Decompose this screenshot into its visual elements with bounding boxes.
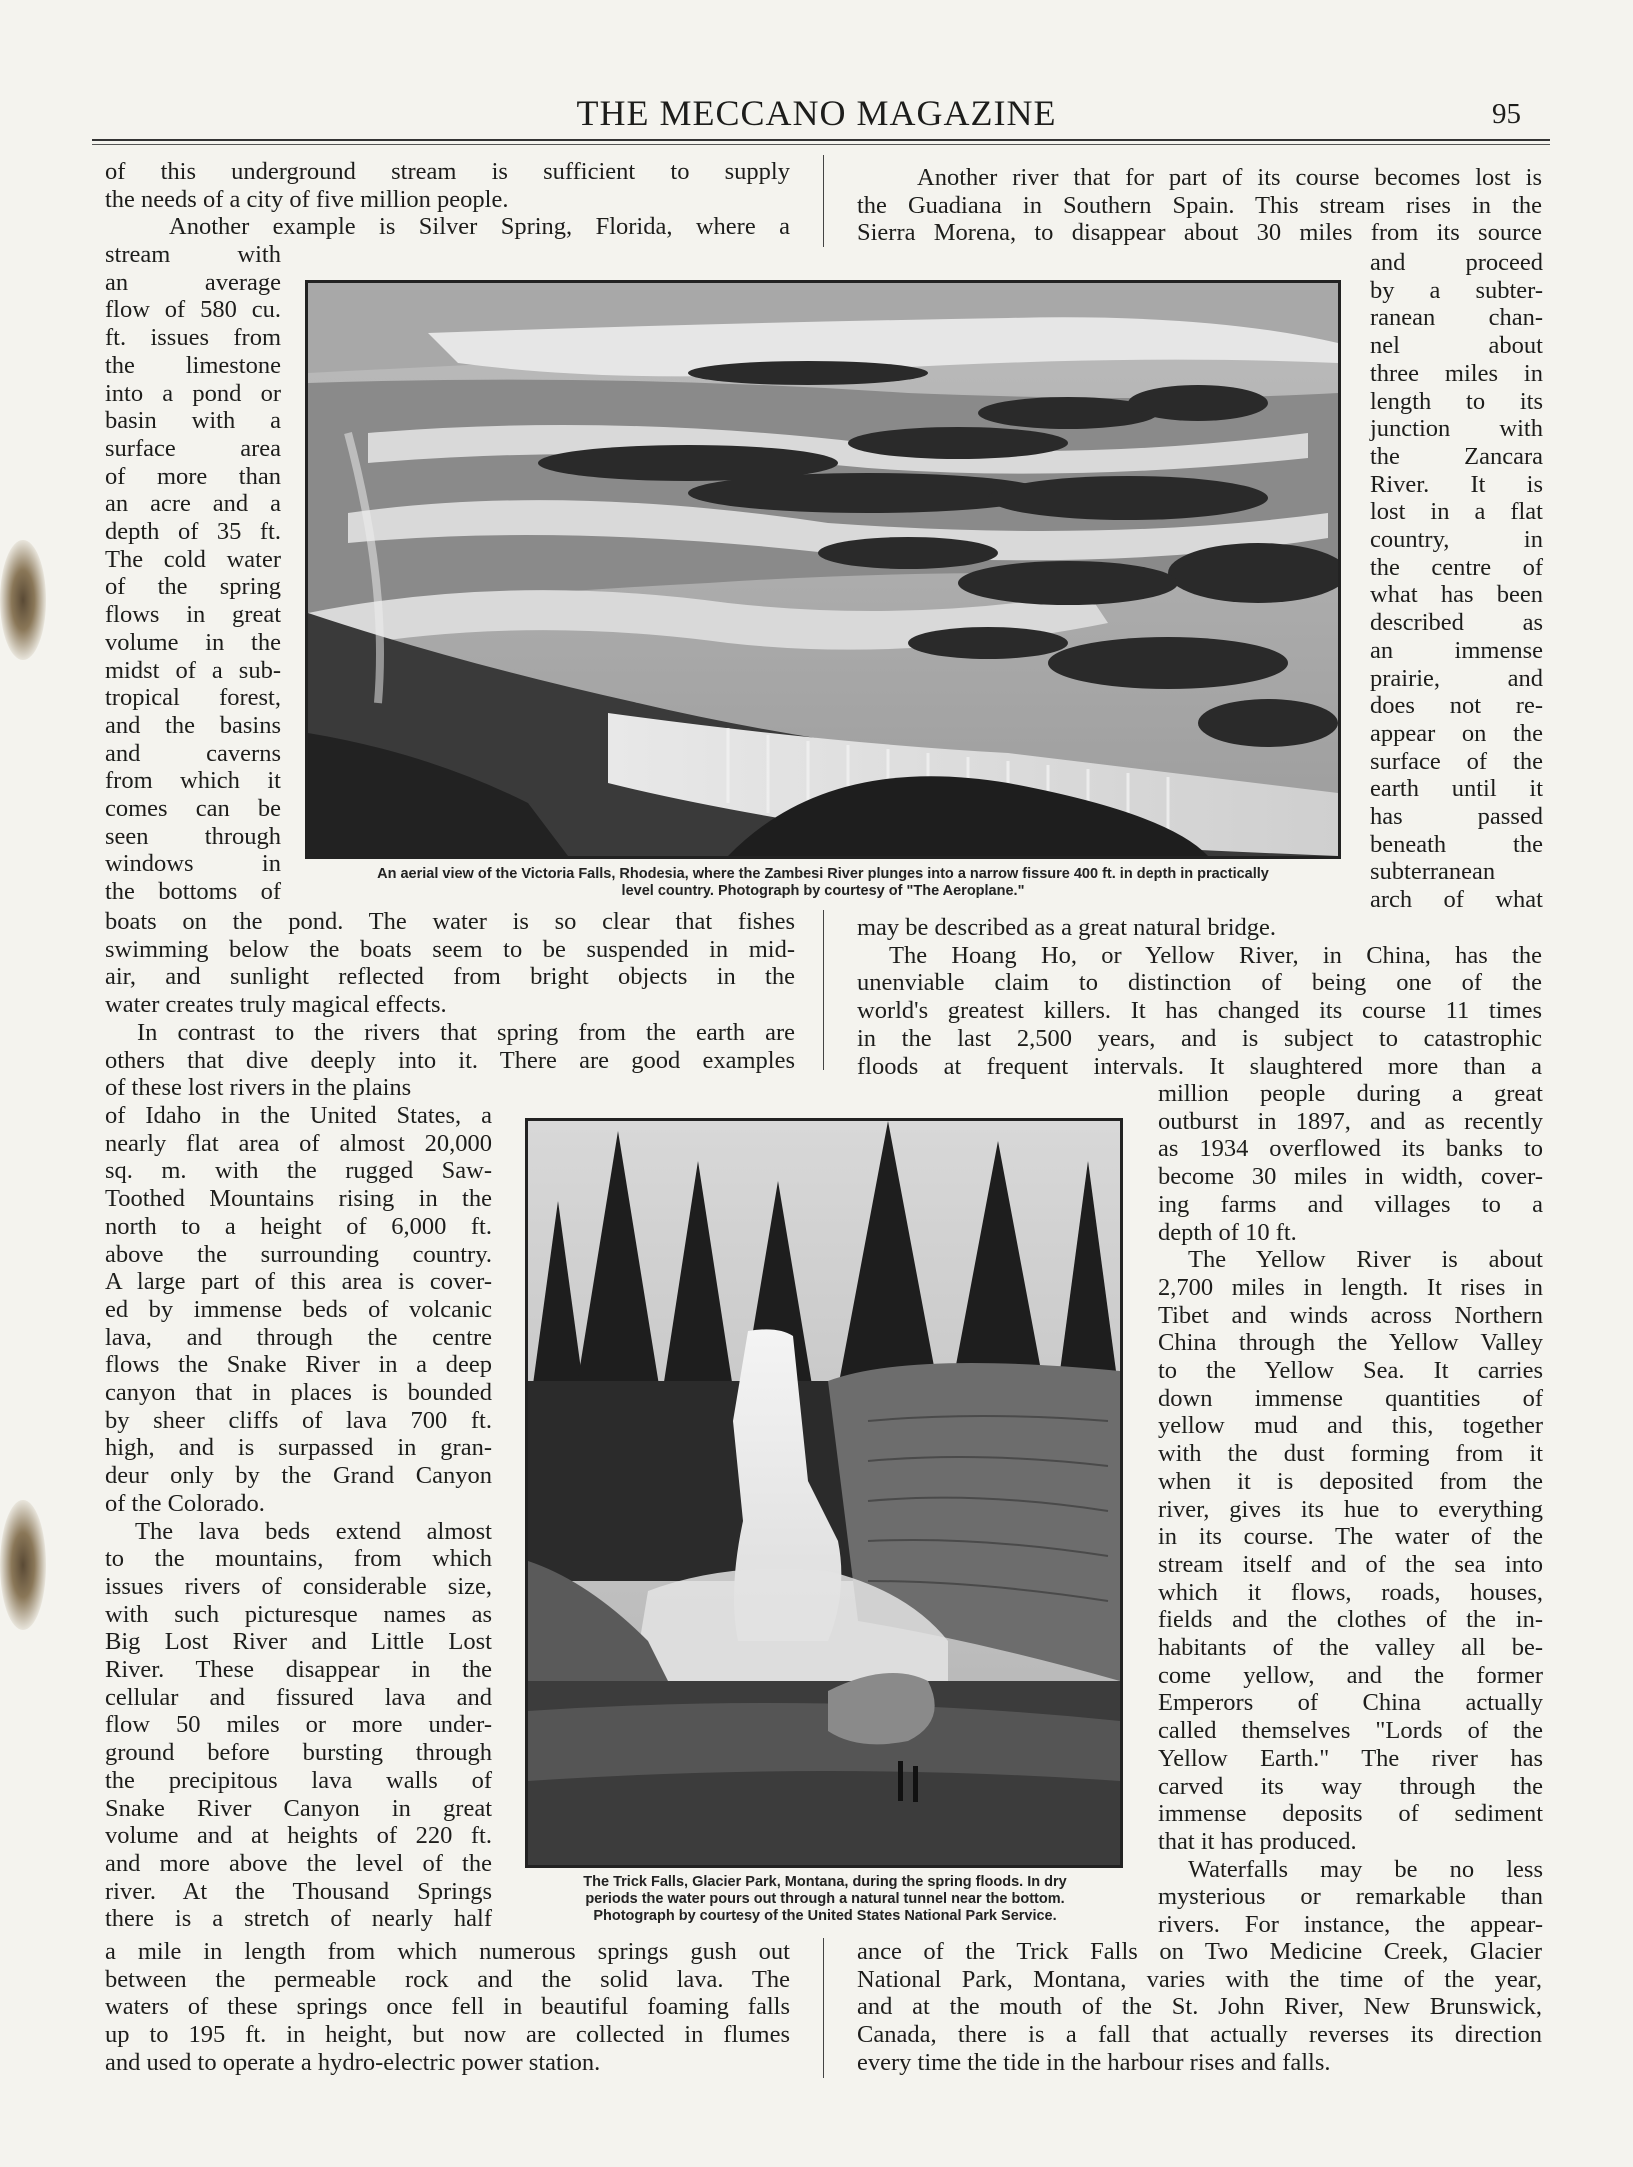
text-line: A large part of this area is cover- <box>105 1268 492 1296</box>
text-line: lost in a flat <box>1370 498 1543 526</box>
text-line: may be described as a great natural bridge. <box>857 914 1277 941</box>
text-line: windows in <box>105 850 281 878</box>
text-line: has passed <box>1370 803 1543 831</box>
text-line: floods at frequent intervals. It slaughtered more than a <box>857 1052 1542 1080</box>
column-divider <box>823 910 824 1070</box>
text-line: Another river that for part of its course becomes lost is <box>917 164 1542 191</box>
text-line: depth of 10 ft. <box>1158 1218 1297 1246</box>
text-line: beneath the <box>1370 830 1543 858</box>
text-line: nearly flat area of almost 20,000 <box>105 1129 492 1157</box>
caption-line: An aerial view of the Victoria Falls, Rhodesia, where the Zambesi River plunges into a narrow fissure 400 ft. in depth in practically <box>377 866 1269 882</box>
left-column-top <box>105 158 790 241</box>
left-column-bottom <box>105 1938 790 2077</box>
caption-line: periods the water pours out through a natural tunnel near the bottom. <box>585 1891 1065 1907</box>
text-line: The Hoang Ho, or Yellow River, in China, has the <box>889 941 1542 969</box>
text-line: prairie, and <box>1370 664 1543 692</box>
text-line: called themselves "Lords of the <box>1158 1717 1543 1745</box>
text-line: carved its way through the <box>1158 1772 1543 1800</box>
text-line: and the basins <box>105 711 281 739</box>
text-line: when it is deposited from the <box>1158 1467 1543 1495</box>
text-line: China through the Yellow Valley <box>1158 1329 1543 1357</box>
header-rule <box>92 139 1550 141</box>
text-line: what has been <box>1370 581 1543 609</box>
text-line: yellow mud and this, together <box>1158 1412 1543 1440</box>
text-line: with such picturesque names as <box>105 1600 492 1628</box>
text-line: Snake River Canyon in great <box>105 1794 492 1822</box>
text-line: ft. issues from <box>105 324 281 352</box>
text-line: from which it <box>105 767 281 795</box>
text-line: come yellow, and the former <box>1158 1661 1543 1689</box>
text-line: ed by immense beds of volcanic <box>105 1295 492 1323</box>
right-column-bottom <box>857 1938 1542 2077</box>
text-line: rivers. For instance, the appear- <box>1158 1911 1543 1939</box>
text-line: by sheer cliffs of lava 700 ft. <box>105 1406 492 1434</box>
text-line: flows in great <box>105 601 281 629</box>
text-line: between the permeable rock and the solid lava. The <box>105 1965 790 1993</box>
text-line: ance of the Trick Falls on Two Medicine Creek, Glacier <box>857 1938 1542 1965</box>
text-line: which it flows, roads, houses, <box>1158 1578 1543 1606</box>
text-line: above the surrounding country. <box>105 1240 492 1268</box>
text-line: Toothed Mountains rising in the <box>105 1185 492 1213</box>
text-line: Tibet and winds across Northern <box>1158 1301 1543 1329</box>
text-line: flows the Snake River in a deep <box>105 1351 492 1379</box>
text-line: fields and the clothes of the in- <box>1158 1606 1543 1634</box>
right-column-narrow-block <box>1158 1080 1543 1939</box>
text-line: north to a height of 6,000 ft. <box>105 1212 492 1240</box>
text-line: million people during a great <box>1158 1080 1543 1107</box>
text-line: volume in the <box>105 628 281 656</box>
text-line: others that dive deeply into it. There are good examples <box>105 1046 795 1074</box>
text-line: River. These disappear in the <box>105 1656 492 1684</box>
text-line: junction with <box>1370 415 1543 443</box>
caption-line: Photograph by courtesy of the United States National Park Service. <box>593 1908 1057 1924</box>
left-column-narrow-block <box>105 241 281 906</box>
text-line: outburst in 1897, and as recently <box>1158 1107 1543 1135</box>
text-line: of Idaho in the United States, a <box>105 1102 492 1129</box>
text-line: Emperors of China actually <box>1158 1689 1543 1717</box>
text-line: Another example is Silver Spring, Florida, where a <box>169 213 790 241</box>
text-line: lava, and through the centre <box>105 1323 492 1351</box>
text-line: air, and sunlight reflected from bright objects in the <box>105 963 795 991</box>
text-line: The Yellow River is about <box>1188 1246 1543 1274</box>
text-line: cellular and fissured lava and <box>105 1683 492 1711</box>
text-line: of these lost rivers in the plains <box>105 1074 412 1102</box>
text-line: deur only by the Grand Canyon <box>105 1462 492 1490</box>
header-rule-thin <box>92 144 1550 145</box>
text-line: river, gives its hue to everything <box>1158 1495 1543 1523</box>
text-line: Sierra Morena, to disappear about 30 miles from its source <box>857 219 1542 247</box>
text-line: as 1934 overflowed its banks to <box>1158 1135 1543 1163</box>
text-line: of this underground stream is sufficient to supply <box>105 158 790 185</box>
text-line: depth of 35 ft. <box>105 518 281 546</box>
text-line: tropical forest, <box>105 684 281 712</box>
text-line: become 30 miles in width, cover- <box>1158 1163 1543 1191</box>
text-line: Yellow Earth." The river has <box>1158 1744 1543 1772</box>
text-line: arch of what <box>1370 886 1543 914</box>
magazine-title: THE MECCANO MAGAZINE <box>576 93 1057 133</box>
text-line: country, in <box>1370 526 1543 554</box>
text-line: described as <box>1370 609 1543 637</box>
text-line: midst of a sub- <box>105 656 281 684</box>
page-number: 95 <box>1492 98 1521 130</box>
text-line: and proceed <box>1370 249 1543 276</box>
text-line: National Park, Montana, varies with the time of the year, <box>857 1965 1542 1993</box>
text-line: of the Colorado. <box>105 1489 265 1517</box>
text-line: length to its <box>1370 387 1543 415</box>
text-line: basin with a <box>105 407 281 435</box>
text-line: seen through <box>105 822 281 850</box>
text-line: River. It is <box>1370 470 1543 498</box>
text-line: subterranean <box>1370 858 1496 886</box>
text-line: earth until it <box>1370 775 1543 803</box>
text-line: and used to operate a hydro-electric power station. <box>105 2048 601 2076</box>
caption-line: level country. Photograph by courtesy of "The Aeroplane." <box>621 883 1025 899</box>
column-divider <box>823 155 824 247</box>
text-line: of more than <box>105 462 281 490</box>
text-line: The lava beds extend almost <box>135 1517 492 1545</box>
text-line: stream itself and of the sea into <box>1158 1550 1543 1578</box>
text-line: comes can be <box>105 795 281 823</box>
text-line: the limestone <box>105 351 281 379</box>
text-line: in the last 2,500 years, and is subject to catastrophic <box>857 1024 1542 1052</box>
text-line: an acre and a <box>105 490 281 518</box>
text-line: a mile in length from which numerous springs gush out <box>105 1938 790 1965</box>
text-line: the bottoms of <box>105 878 281 906</box>
trick-falls-caption <box>525 1874 1125 1925</box>
text-line: surface area <box>105 434 281 462</box>
binding-stain <box>0 540 46 660</box>
text-line: up to 195 ft. in height, but now are collected in flumes <box>105 2021 790 2049</box>
text-line: mysterious or remarkable than <box>1158 1883 1543 1911</box>
caption-line: The Trick Falls, Glacier Park, Montana, during the spring floods. In dry <box>583 1874 1067 1890</box>
text-line: to the mountains, from which <box>105 1545 492 1573</box>
text-line: stream with <box>105 241 281 268</box>
right-column-narrow-block <box>1370 249 1543 914</box>
text-line: the precipitous lava walls of <box>105 1766 492 1794</box>
trick-falls-image <box>528 1121 1120 1865</box>
victoria-falls-image <box>308 283 1338 856</box>
text-line: ing farms and villages to a <box>1158 1190 1543 1218</box>
text-line: waters of these springs once fell in beautiful foaming falls <box>105 1993 790 2021</box>
text-line: to the Yellow Sea. It carries <box>1158 1357 1543 1385</box>
text-line: Canada, there is a fall that actually reverses its direction <box>857 2021 1542 2049</box>
text-line: 2,700 miles in length. It rises in <box>1158 1273 1543 1301</box>
text-line: with the dust forming from it <box>1158 1440 1543 1468</box>
victoria-falls-photo <box>305 280 1341 859</box>
column-divider <box>823 1938 824 2078</box>
text-line: In contrast to the rivers that spring from the earth are <box>137 1018 795 1046</box>
text-line: world's greatest killers. It has changed its course 11 times <box>857 997 1542 1025</box>
text-line: immense deposits of sediment <box>1158 1800 1543 1828</box>
text-line: issues rivers of considerable size, <box>105 1572 492 1600</box>
text-line: appear on the <box>1370 719 1543 747</box>
text-line: The cold water <box>105 545 281 573</box>
text-line: and more above the level of the <box>105 1849 492 1877</box>
victoria-falls-caption <box>305 866 1341 900</box>
text-line: the centre of <box>1370 553 1543 581</box>
text-line: unenviable claim to distinction of being one of the <box>857 969 1542 997</box>
text-line: river. At the Thousand Springs <box>105 1877 492 1905</box>
text-line: that it has produced. <box>1158 1827 1357 1855</box>
text-line: by a subter- <box>1370 276 1543 304</box>
text-line: the Guadiana in Southern Spain. This stream rises in the <box>857 191 1542 219</box>
text-line: every time the tide in the harbour rises and falls. <box>857 2048 1331 2076</box>
text-line: the Zancara <box>1370 442 1543 470</box>
text-line: Waterfalls may be no less <box>1188 1855 1543 1883</box>
text-line: in its course. The water of the <box>1158 1523 1543 1551</box>
text-line: swimming below the boats seem to be suspended in mid- <box>105 935 795 963</box>
text-line: and caverns <box>105 739 281 767</box>
left-column-mid <box>105 908 795 1102</box>
text-line: ranean chan- <box>1370 304 1543 332</box>
text-line: sq. m. with the rugged Saw- <box>105 1157 492 1185</box>
binding-stain <box>0 1500 46 1630</box>
text-line: ground before bursting through <box>105 1739 492 1767</box>
text-line: volume and at heights of 220 ft. <box>105 1822 492 1850</box>
text-line: of the spring <box>105 573 281 601</box>
text-line: Big Lost River and Little Lost <box>105 1628 492 1656</box>
text-line: high, and is surpassed in gran- <box>105 1434 492 1462</box>
text-line: habitants of the valley all be- <box>1158 1634 1543 1662</box>
text-line: surface of the <box>1370 747 1543 775</box>
text-line: flow 50 miles or more under- <box>105 1711 492 1739</box>
text-line: down immense quantities of <box>1158 1384 1543 1412</box>
text-line: an average <box>105 268 281 296</box>
text-line: an immense <box>1370 636 1543 664</box>
text-line: and at the mouth of the St. John River, New Brunswick, <box>857 1993 1542 2021</box>
text-line: into a pond or <box>105 379 281 407</box>
left-column-narrow-block <box>105 1102 492 1933</box>
right-column-mid <box>857 914 1542 1080</box>
right-column-top <box>857 164 1542 247</box>
text-line: there is a stretch of nearly half <box>105 1905 492 1933</box>
text-line: does not re- <box>1370 692 1543 720</box>
text-line: nel about <box>1370 332 1543 360</box>
trick-falls-photo <box>525 1118 1123 1868</box>
text-line: three miles in <box>1370 359 1543 387</box>
text-line: boats on the pond. The water is so clear that fishes <box>105 908 795 935</box>
text-line: the needs of a city of five million people. <box>105 185 509 213</box>
text-line: water creates truly magical effects. <box>105 991 447 1019</box>
text-line: canyon that in places is bounded <box>105 1379 492 1407</box>
text-line: flow of 580 cu. <box>105 296 281 324</box>
